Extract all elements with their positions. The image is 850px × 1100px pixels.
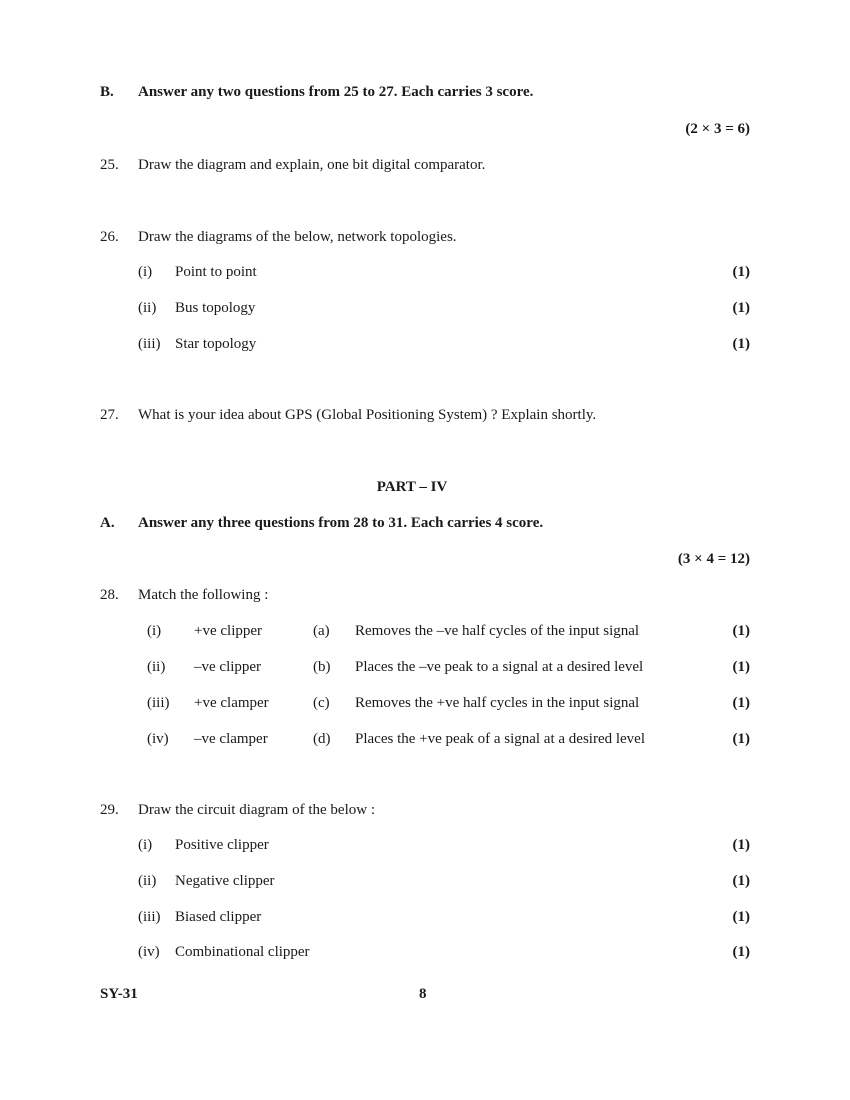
page-number: 8 bbox=[419, 986, 427, 1002]
q28-number: 28. bbox=[100, 587, 119, 603]
q28-row-3-term: +ve clamper bbox=[194, 695, 269, 711]
q29-item-4-text: Combinational clipper bbox=[175, 944, 310, 960]
footer-code: SY-31 bbox=[100, 986, 138, 1002]
q28-row-1-mark: (1) bbox=[732, 623, 750, 639]
q28-row-2-number: (ii) bbox=[147, 659, 166, 675]
q29-item-2-number: (ii) bbox=[138, 873, 157, 889]
q26-item-2-number: (ii) bbox=[138, 300, 157, 316]
q28-text: Match the following : bbox=[138, 587, 269, 603]
section-a-marks: (3 × 4 = 12) bbox=[677, 551, 750, 567]
q29-item-2-text: Negative clipper bbox=[175, 873, 275, 889]
q26-item-2-text: Bus topology bbox=[175, 300, 256, 316]
q29-item-3-number: (iii) bbox=[138, 909, 161, 925]
q28-row-4-mark: (1) bbox=[732, 731, 750, 747]
q29-item-1-mark: (1) bbox=[732, 837, 750, 853]
q26-item-3-text: Star topology bbox=[175, 336, 257, 352]
q29-item-1-number: (i) bbox=[138, 837, 153, 853]
q27-text: What is your idea about GPS (Global Positioning System) ? Explain shortly. bbox=[138, 407, 597, 423]
q28-row-3-letter: (c) bbox=[313, 695, 330, 711]
q29-item-4-number: (iv) bbox=[138, 944, 160, 960]
q28-row-4-number: (iv) bbox=[147, 731, 169, 747]
q28-row-4-term: –ve clamper bbox=[194, 731, 268, 747]
q28-row-2-mark: (1) bbox=[732, 659, 750, 675]
q28-row-2-term: –ve clipper bbox=[194, 659, 262, 675]
q28-row-4-letter: (d) bbox=[313, 731, 331, 747]
q28-row-2-description: Places the –ve peak to a signal at a desired level bbox=[355, 659, 644, 675]
q29-item-3-text: Biased clipper bbox=[175, 909, 262, 925]
section-b-marks: (2 × 3 = 6) bbox=[685, 121, 750, 137]
q28-row-3-number: (iii) bbox=[147, 695, 170, 711]
q26-item-3-number: (iii) bbox=[138, 336, 161, 352]
q29-item-3-mark: (1) bbox=[732, 909, 750, 925]
q26-item-2-mark: (1) bbox=[732, 300, 750, 316]
section-a-letter: A. bbox=[100, 515, 115, 531]
q28-row-1-number: (i) bbox=[147, 623, 162, 639]
q28-row-1-letter: (a) bbox=[313, 623, 330, 639]
q28-row-3-description: Removes the +ve half cycles in the input signal bbox=[355, 695, 640, 711]
q29-item-2-mark: (1) bbox=[732, 873, 750, 889]
q26-text: Draw the diagrams of the below, network topologies. bbox=[138, 229, 457, 245]
section-a-instruction: Answer any three questions from 28 to 31. Each carries 4 score. bbox=[138, 515, 544, 531]
section-b-letter: B. bbox=[100, 84, 114, 100]
q26-item-1-text: Point to point bbox=[175, 264, 257, 280]
q25-number: 25. bbox=[100, 157, 119, 173]
q29-item-4-mark: (1) bbox=[732, 944, 750, 960]
q28-row-3-mark: (1) bbox=[732, 695, 750, 711]
q29-item-1-text: Positive clipper bbox=[175, 837, 269, 853]
q29-text: Draw the circuit diagram of the below : bbox=[138, 802, 375, 818]
q26-item-3-mark: (1) bbox=[732, 336, 750, 352]
q27-number: 27. bbox=[100, 407, 119, 423]
q25-text: Draw the diagram and explain, one bit digital comparator. bbox=[138, 157, 486, 173]
q26-item-1-mark: (1) bbox=[732, 264, 750, 280]
part-heading: PART – IV bbox=[376, 479, 448, 495]
q26-number: 26. bbox=[100, 229, 119, 245]
q28-row-1-term: +ve clipper bbox=[194, 623, 263, 639]
q29-number: 29. bbox=[100, 802, 119, 818]
q26-item-1-number: (i) bbox=[138, 264, 153, 280]
q28-row-1-description: Removes the –ve half cycles of the input signal bbox=[355, 623, 640, 639]
q28-row-2-letter: (b) bbox=[313, 659, 331, 675]
section-b-instruction: Answer any two questions from 25 to 27. Each carries 3 score. bbox=[138, 84, 534, 100]
q28-row-4-description: Places the +ve peak of a signal at a desired level bbox=[355, 731, 646, 747]
